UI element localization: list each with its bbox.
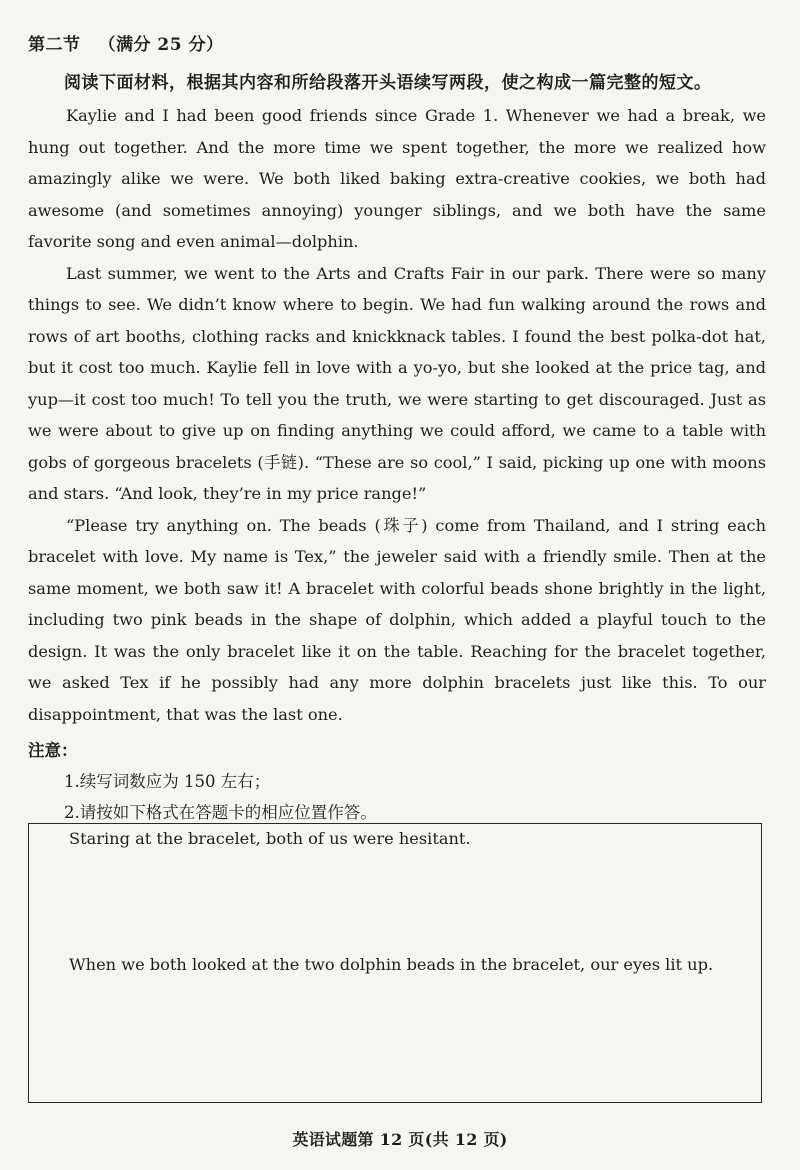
passage-paragraph-1: Kaylie and I had been good friends since Grade 1. Whenever we had a break, we hung out together. And the more time we spent together, the more we realized how amazingly alike we were. We both liked baking extra-creative cookies, we both had awesome (and sometimes annoying) younger siblings, and we both have the same favorite song and even animal—dolphin. — [28, 106, 766, 251]
passage-paragraph-3: “Please try anything on. The beads (珠子) come from Thailand, and I string each bracelet with love. My name is Tex,” the jeweler said with a friendly smile. Then at the same moment, we both saw it! A bracelet with colorful beads shone brightly in the light, including two pink beads in the shape of dolphin, which added a playful touch to the design. It was the only bracelet like it on the table. Reaching for the bracelet together, we asked Tex if he possibly had any more dolphin bracelets just like this. To our disappointment, that was the last one. — [28, 515, 766, 724]
section-heading — [28, 30, 224, 55]
paragraph-opening-1: Staring at the bracelet, both of us were hesitant. — [69, 829, 471, 848]
notes-section — [28, 735, 768, 828]
answer-box — [28, 823, 762, 1103]
section-score: （满分 25 分） — [98, 35, 224, 55]
passage-paragraph-2: Last summer, we went to the Arts and Crafts Fair in our park. There were so many things to see. We didn’t know where to begin. We had fun walking around the rows and rows of art booths, clothing racks and knickknack tables. I found the best polka-dot hat, but it cost too much. Kaylie fell in love with a yo-yo, but she looked at the price tag, and yup—it cost too much! To tell you the truth, we were starting to get discouraged. Just as we were about to give up on finding anything we could afford, we came to a table with gobs of gorgeous bracelets (手链). “These are so cool,” I said, picking up one with moons and stars. “And look, they’re in my price range!” — [28, 263, 766, 503]
section-title: 第二节 — [28, 35, 81, 55]
note-item-word-count: 1.续写词数应为 150 左右； — [64, 772, 271, 791]
note-item-format: 2.请按如下格式在答题卡的相应位置作答。 — [64, 803, 377, 822]
page-footer: 英语试题第 12 页(共 12 页) — [292, 1130, 508, 1149]
reading-passage — [28, 100, 766, 730]
paragraph-opening-2: When we both looked at the two dolphin beads in the bracelet, our eyes lit up. — [69, 955, 714, 974]
notes-heading: 注意： — [28, 741, 78, 760]
task-instruction: 阅读下面材料，根据其内容和所给段落开头语续写两段，使之构成一篇完整的短文。 — [64, 73, 712, 93]
